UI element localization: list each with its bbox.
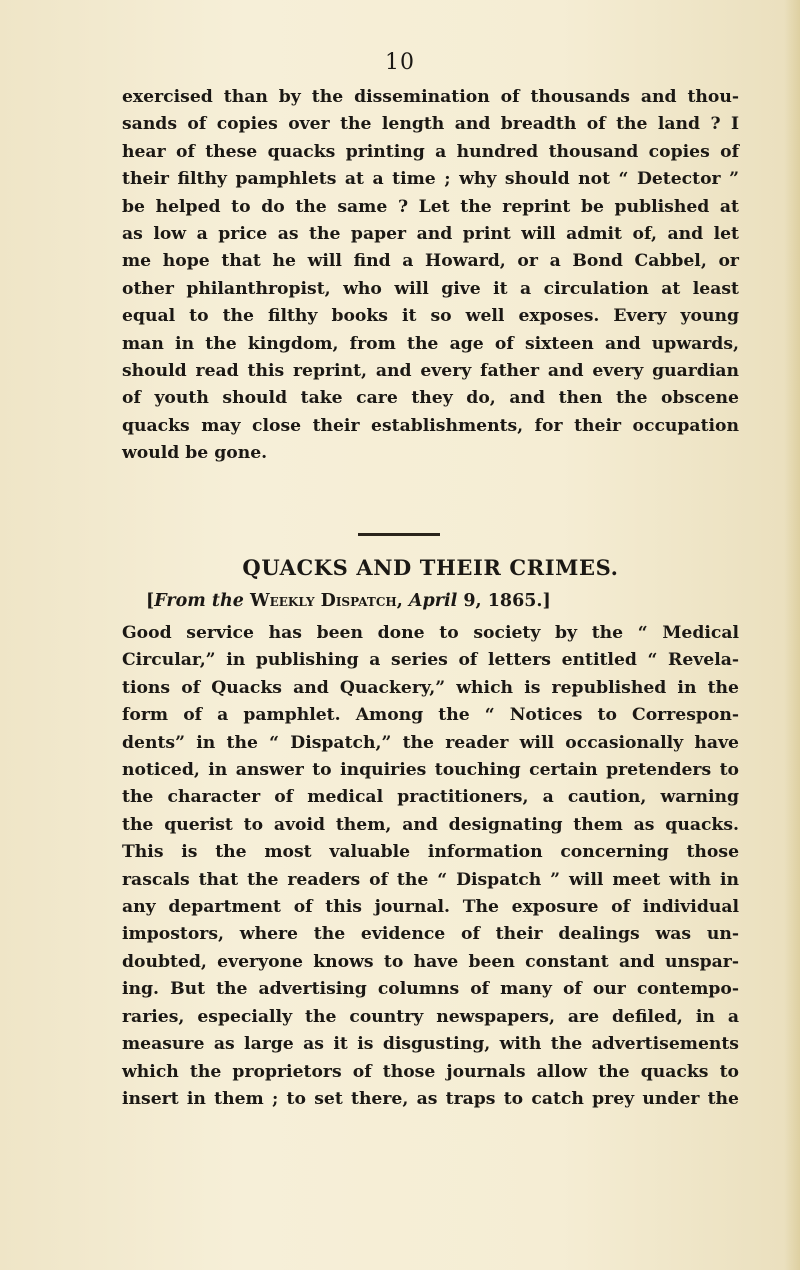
page-number: 10 — [385, 50, 415, 75]
paragraph-intro — [122, 84, 739, 468]
text-line: hear of these quacks printing a hundred thousand copies of — [122, 141, 739, 162]
text-line: insert in them ; to set there, as traps to catch prey under the — [122, 1088, 739, 1109]
section-divider-rule — [358, 533, 440, 536]
text-line: ing. But the advertising columns of many of our contempo- — [122, 979, 739, 1000]
article-heading: QUACKS AND THEIR CRIMES. — [242, 555, 619, 580]
text-line: rascals that the readers of the “ Dispatch ” will meet with in — [122, 869, 739, 890]
text-line: exercised than by the dissemination of thousands and thou- — [122, 87, 739, 107]
text-line: This is the most valuable information concerning those — [122, 842, 739, 863]
text-line: of youth should take care they do, and then the obscene — [122, 388, 739, 409]
text-line: should read this reprint, and every father and every guardian — [122, 361, 739, 382]
text-line: man in the kingdom, from the age of sixteen and upwards, — [122, 333, 739, 354]
article-source-citation — [146, 591, 551, 611]
source-paper: Weekly Dispatch, — [249, 591, 403, 611]
page-edge-stain — [784, 0, 800, 1270]
text-line: form of a pamphlet. Among the “ Notices to Correspon- — [122, 705, 739, 726]
source-date-month: April — [408, 591, 458, 611]
source-bracket: [ — [146, 591, 155, 611]
text-line: other philanthropist, who will give it a circulation at least — [122, 278, 739, 299]
text-line: the character of medical practitioners, a caution, warning — [122, 787, 739, 808]
text-line: as low a price as the paper and print will admit of, and let — [122, 224, 739, 245]
text-line: quacks may close their establishments, for their occupation — [122, 415, 739, 436]
text-line: doubted, everyone knows to have been constant and unspar- — [122, 951, 739, 972]
text-line: noticed, in answer to inquiries touching certain pretenders to — [122, 760, 739, 781]
source-from: From the — [154, 591, 244, 611]
text-line: their filthy pamphlets at a time ; why should not “ Detector ” — [122, 169, 739, 190]
text-line: which the proprietors of those journals allow the quacks to — [122, 1061, 739, 1082]
text-line: impostors, where the evidence of their dealings was un- — [122, 924, 739, 945]
text-line: Circular,” in publishing a series of letters entitled “ Revela- — [122, 650, 739, 671]
text-line: be helped to do the same ? Let the reprint be published at — [122, 196, 739, 217]
text-line: Good service has been done to society by the “ Medical — [122, 623, 739, 643]
text-line: equal to the filthy books it so well exposes. Every young — [122, 306, 739, 327]
text-line: tions of Quacks and Quackery,” which is republished in the — [122, 677, 739, 698]
text-line: any department of this journal. The exposure of individual — [122, 897, 739, 918]
text-line: measure as large as it is disgusting, with the advertisements — [122, 1034, 739, 1055]
text-line: would be gone. — [122, 443, 268, 464]
text-line: raries, especially the country newspapers, are defiled, in a — [122, 1006, 739, 1027]
text-line: the querist to avoid them, and designating them as quacks. — [122, 814, 739, 835]
text-line: dents” in the “ Dispatch,” the reader will occasionally have — [122, 732, 739, 753]
source-date-rest: 9, 1865.] — [463, 591, 551, 611]
paragraph-article-body — [122, 620, 739, 1113]
text-line: sands of copies over the length and breadth of the land ? I — [122, 114, 739, 135]
text-line: me hope that he will find a Howard, or a Bond Cabbel, or — [122, 251, 739, 272]
